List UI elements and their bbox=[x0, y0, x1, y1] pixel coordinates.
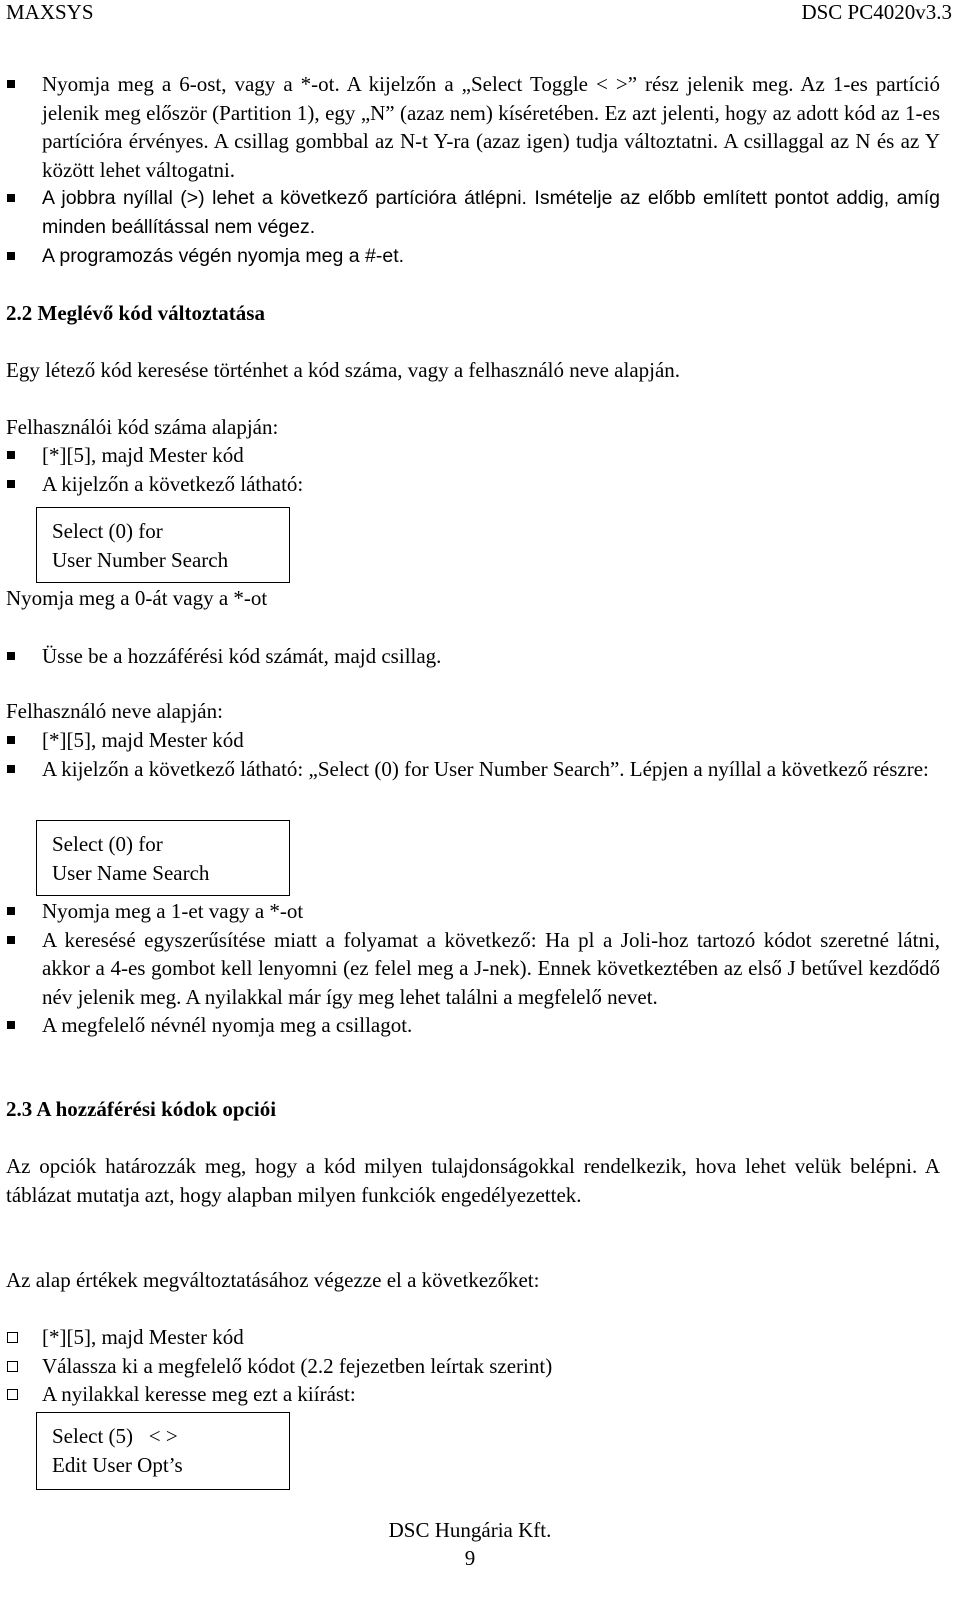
top-bullet-list bbox=[6, 70, 940, 270]
list-item: A jobbra nyíllal (>) lehet a következő partícióra átlépni. Ismételje az előbb említett pontot addig, amíg minden beállítással nem végez. bbox=[6, 184, 940, 241]
by-number-list bbox=[6, 441, 940, 498]
page-header bbox=[6, 0, 952, 28]
display-line-2: User Number Search bbox=[52, 548, 229, 572]
list-item: Nyomja meg a 1-et vagy a *-ot bbox=[6, 897, 940, 926]
lcd-display-edit-options bbox=[36, 1412, 290, 1490]
lcd-display-user-number bbox=[36, 507, 290, 583]
change-defaults-list bbox=[6, 1323, 940, 1409]
display-line-1: Select (5) < > bbox=[52, 1424, 178, 1448]
section-2-3-title: 2.3 A hozzáférési kódok opciói bbox=[6, 1097, 277, 1121]
header-right: DSC PC4020v3.3 bbox=[801, 0, 952, 24]
section-2-2-intro: Egy létező kód keresése történhet a kód száma, vagy a felhasználó neve alapján. bbox=[6, 358, 681, 382]
change-defaults-label: Az alap értékek megváltoztatásához végezze el a következőket: bbox=[6, 1268, 540, 1292]
list-item: A programozás végén nyomja meg a #-et. bbox=[6, 242, 940, 271]
list-item: A kijelzőn a következő látható: „Select (0) for User Number Search”. Lépjen a nyíllal a következő részre: bbox=[6, 755, 940, 784]
list-item: [*][5], majd Mester kód bbox=[6, 441, 940, 470]
display-line-1: Select (0) for bbox=[52, 832, 163, 856]
list-item: A nyilakkal keresse meg ezt a kiírást: bbox=[6, 1380, 940, 1409]
footer-company: DSC Hungária Kft. bbox=[388, 1518, 552, 1542]
section-2-2-title: 2.2 Meglévő kód változtatása bbox=[6, 301, 265, 325]
list-item: Üsse be a hozzáférési kód számát, majd csillag. bbox=[6, 642, 940, 671]
list-item: A megfelelő névnél nyomja meg a csillagot. bbox=[6, 1011, 940, 1040]
list-item: [*][5], majd Mester kód bbox=[6, 726, 940, 755]
list-item: [*][5], majd Mester kód bbox=[6, 1323, 940, 1352]
by-name-list-2 bbox=[6, 897, 940, 1040]
by-number-list-2 bbox=[6, 642, 940, 671]
by-name-list bbox=[6, 726, 940, 783]
list-item: Válassza ki a megfelelő kódot (2.2 fejezetben leírtak szerint) bbox=[6, 1352, 940, 1381]
list-item: A keresésé egyszerűsítése miatt a folyamat a következő: Ha pl a Joli-hoz tartozó kódot szeretné látni, akkor a 4-es gombot kell lenyomni (ez felel meg a J-nek). Ennek következtében az első J betűvel kezdődő név jelenik meg. A nyilakkal már így meg lehet találni a megfelelő nevet. bbox=[6, 926, 940, 1012]
display-line-2: User Name Search bbox=[52, 861, 210, 885]
header-left: MAXSYS bbox=[6, 0, 94, 24]
by-name-label: Felhasználó neve alapján: bbox=[6, 699, 223, 723]
display-line-1: Select (0) for bbox=[52, 519, 163, 543]
page-number: 9 bbox=[464, 1546, 476, 1570]
list-item: Nyomja meg a 6-ost, vagy a *-ot. A kijelzőn a „Select Toggle < >” rész jelenik meg. Az 1-es partíció jelenik meg először (Partition 1), egy „N” (azaz nem) kíséretében. Ez azt jelenti, hogy az adott kód az 1-es partícióra érvényes. A csillag gombbal az N-t Y-ra (azaz igen) tudja változtatni. A csillaggal az N és az Y között lehet váltogatni. bbox=[6, 70, 940, 184]
by-number-after: Nyomja meg a 0-át vagy a *-ot bbox=[6, 586, 268, 610]
by-number-label: Felhasználói kód száma alapján: bbox=[6, 415, 279, 439]
section-2-3-intro: Az opciók határozzák meg, hogy a kód milyen tulajdonságokkal rendelkezik, hova lehet velük belépni. A táblázat mutatja azt, hogy alapban milyen funkciók engedélyezettek. bbox=[6, 1154, 940, 1207]
lcd-display-user-name bbox=[36, 820, 290, 896]
list-item: A kijelzőn a következő látható: bbox=[6, 470, 940, 499]
display-line-2: Edit User Opt’s bbox=[52, 1453, 183, 1477]
